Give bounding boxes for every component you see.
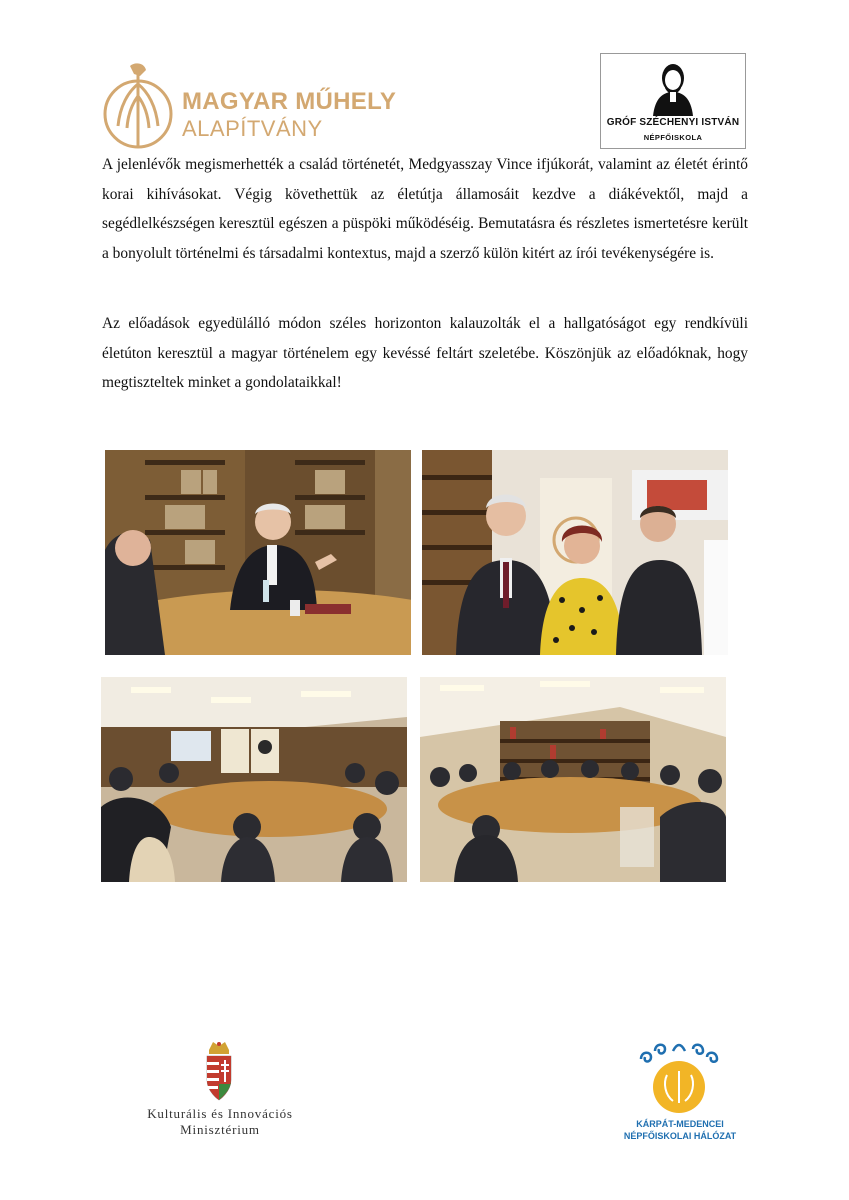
event-photo-speaker bbox=[105, 450, 411, 655]
event-photo-room-left bbox=[101, 677, 407, 882]
ministry-name-line1: Kulturális és Innovációs bbox=[147, 1106, 293, 1121]
ministry-logo bbox=[120, 1040, 320, 1140]
body-paragraph-2: Az előadások egyedülálló módon széles horizonton kalauzolták el a hallgatóságot egy rendkívüli életúton keresztül a magyar történelem egy kevéssé feltárt szeletébe. Köszönjük az előadóknak, hogy megtiszteltek minket a gondolataikkal! bbox=[102, 315, 748, 391]
school-name: GRÓF SZÉCHENYI ISTVÁN bbox=[606, 117, 740, 128]
event-photo-room-right bbox=[420, 677, 726, 882]
hungarian-coat-of-arms-icon bbox=[203, 1040, 235, 1102]
network-emblem-icon bbox=[633, 1043, 725, 1115]
network-logo bbox=[615, 1043, 745, 1148]
magyar-muhely-logo bbox=[100, 62, 400, 152]
foundation-name: MAGYAR MŰHELY bbox=[182, 88, 397, 115]
network-name-line1: KÁRPÁT-MEDENCEI bbox=[636, 1119, 724, 1129]
foundation-type: ALAPÍTVÁNY bbox=[182, 116, 323, 141]
foundation-bird-icon bbox=[100, 62, 176, 152]
body-paragraph-1: A jelenlévők megismerhették a család történetét, Medgyasszay Vince ifjúkorát, valamint az életét érintő korai kihívásokat. Végig követhettük az életútja államosáit kezdve a diákévektől, majd a segédlelkészségen keresztül egészen a püspöki működéséig. Bemutatásra és részletes ismertetésre került a bonyolult történelmi és társadalmi kontextus, majd a szerző külön kitért az írói tevékenységére is. bbox=[102, 156, 748, 262]
ministry-name-line2: Minisztérium bbox=[180, 1122, 260, 1137]
szechenyi-school-logo bbox=[600, 53, 746, 149]
event-photo-group bbox=[422, 450, 728, 655]
szechenyi-portrait-icon bbox=[647, 58, 699, 116]
school-type: NÉPFŐISKOLA bbox=[643, 133, 703, 142]
network-name-line2: NÉPFŐISKOLAI HÁLÓZAT bbox=[623, 1131, 737, 1141]
